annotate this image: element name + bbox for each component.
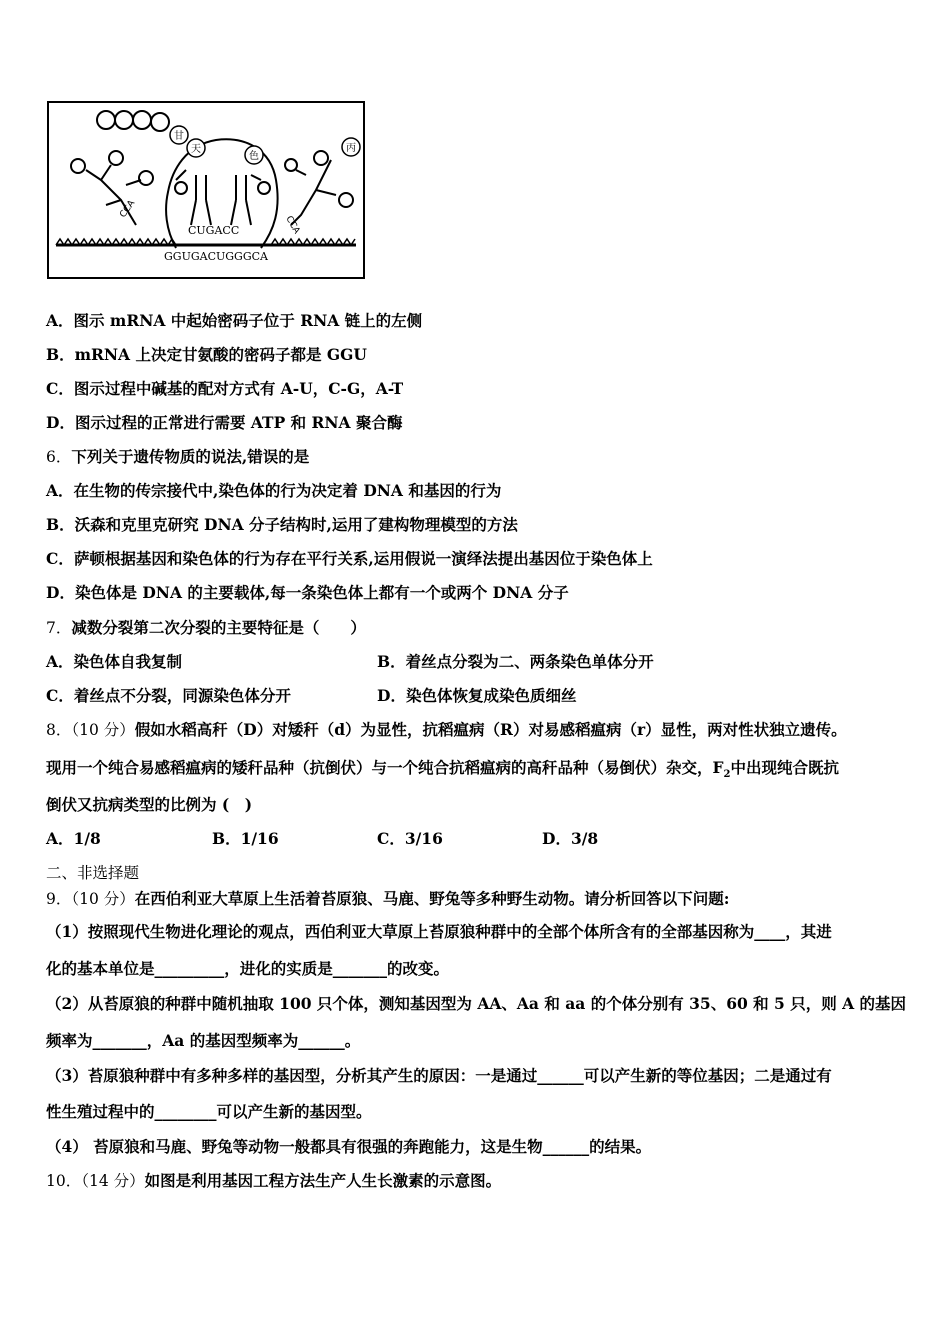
q8-option-d-text: 3/8 <box>570 829 599 848</box>
q5-option-c <box>46 379 403 399</box>
translation-diagram <box>46 100 366 280</box>
q5-option-a-label: A． <box>46 311 74 330</box>
aa-label-gan: 甘 <box>174 131 184 142</box>
q10-stem-text: 如图是利用基因工程方法生产人生长激素的示意图。 <box>144 1171 502 1190</box>
q9-part4: （4） 苔原狼和马鹿、野兔等动物一般都具有很强的奔跑能力，这是生物______的结果。 <box>46 1137 652 1156</box>
q8-option-b <box>212 829 279 849</box>
q7-stem-text: 减数分裂第二次分裂的主要特征是（ ） <box>71 618 366 637</box>
q7-option-a-label: A． <box>46 652 74 671</box>
q7-option-b <box>377 652 654 672</box>
q6-option-c <box>46 549 653 569</box>
q9-part2-line1: （2）从苔原狼的种群中随机抽取 100 只个体，测知基因型为 AA、Aa 和 aa 的个体分别有 35、60 和 5 只，则 A 的基因 <box>46 994 907 1013</box>
q10-stem <box>46 1171 501 1191</box>
q6-option-d <box>46 583 569 603</box>
q5-option-b-text: mRNA 上决定甘氨酸的密码子都是 GGU <box>74 345 367 364</box>
q6-option-a-label: A． <box>46 481 74 500</box>
q5-option-d-label: D． <box>46 413 75 432</box>
q9-part3-line2: 性生殖过程中的________可以产生新的基因型。 <box>46 1102 372 1121</box>
q8-option-c-text: 3/16 <box>404 829 443 848</box>
q8-line-3 <box>46 795 252 815</box>
mrna-sequence: GGUGACUGGGCA <box>164 250 268 263</box>
section-heading: 二、非选择题 <box>46 864 140 882</box>
q10-number: 10． <box>46 1172 82 1190</box>
q6-option-b-label: B． <box>46 515 75 534</box>
q7-option-b-text: 着丝点分裂为二、两条染色单体分开 <box>405 652 654 671</box>
q8-line-2b: 中出现纯合既抗 <box>730 758 839 777</box>
q7-option-d-text: 染色体恢复成染色质细丝 <box>405 686 577 705</box>
q6-option-d-text: 染色体是 DNA 的主要载体,每一条染色体上都有一个或两个 DNA 分子 <box>74 583 569 602</box>
aa-label-se: 色 <box>249 151 259 162</box>
q7-stem <box>46 618 366 638</box>
q6-number: 6． <box>46 448 72 466</box>
cca-label-left: CCA <box>118 198 138 220</box>
q6-option-a <box>46 481 501 501</box>
q8-option-d-label: D． <box>542 829 571 848</box>
q9-stem-text: 在西伯利亚大草原上生活着苔原狼、马鹿、野兔等多种野生动物。请分析回答以下问题: <box>134 889 730 908</box>
q8-option-c-label: C． <box>377 829 405 848</box>
q10-score: （14 分） <box>81 1172 145 1190</box>
q7-option-c-label: C． <box>46 686 74 705</box>
cca-label-right: CCA <box>283 214 302 236</box>
q8-option-b-text: 1/16 <box>240 829 279 848</box>
q7-number: 7． <box>46 619 72 637</box>
q5-option-d <box>46 413 402 433</box>
q6-option-c-label: C． <box>46 549 74 568</box>
q5-option-c-label: C． <box>46 379 74 398</box>
q8-line-2-sub: 2 <box>723 769 731 781</box>
q5-option-a-text: 图示 mRNA 中起始密码子位于 RNA 链上的左侧 <box>73 311 423 330</box>
q8-line-3-text: 倒伏又抗病类型的比例为 ( ) <box>46 795 253 814</box>
q6-option-b-text: 沃森和克里克研究 DNA 分子结构时,运用了建构物理模型的方法 <box>74 515 518 534</box>
q8-number: 8． <box>46 721 72 739</box>
q5-option-c-text: 图示过程中碱基的配对方式有 A-U，C-G，A-T <box>73 379 404 398</box>
q8-line-1 <box>46 720 847 740</box>
q8-option-a-text: 1/8 <box>73 829 101 848</box>
q8-line-2 <box>46 758 839 785</box>
q8-option-d <box>542 829 598 849</box>
q7-option-b-label: B． <box>377 652 406 671</box>
q7-option-d <box>377 686 576 706</box>
q6-option-b <box>46 515 518 535</box>
q6-option-d-label: D． <box>46 583 75 602</box>
q6-option-c-text: 萨顿根据基因和染色体的行为存在平行关系,运用假说一演绎法提出基因位于染色体上 <box>73 549 653 568</box>
q9-stem <box>46 889 730 909</box>
q9-part1-line2: 化的基本单位是_________，进化的实质是_______的改变。 <box>46 959 450 978</box>
q9-part1-line1: （1）按照现代生物进化理论的观点，西伯利亚大草原上苔原狼种群中的全部个体所含有的全部基因称为____，其进 <box>46 922 832 941</box>
q5-option-b-label: B． <box>46 345 75 364</box>
q7-option-a <box>46 652 182 672</box>
q8-option-b-label: B． <box>212 829 241 848</box>
q9-part3-line1: （3）苔原狼种群中有多种多样的基因型，分析其产生的原因：一是通过______可以产生新的等位基因；二是通过有 <box>46 1066 832 1085</box>
q7-option-d-label: D． <box>377 686 406 705</box>
aa-label-tian: 天 <box>191 144 201 155</box>
q7-option-c <box>46 686 291 706</box>
q7-option-c-text: 着丝点不分裂，同源染色体分开 <box>73 686 291 705</box>
q6-stem-text: 下列关于遗传物质的说法,错误的是 <box>71 447 310 466</box>
q9-number: 9． <box>46 890 72 908</box>
q6-stem <box>46 447 309 467</box>
q7-option-a-text: 染色体自我复制 <box>73 652 183 671</box>
q8-option-a <box>46 829 101 849</box>
aa-label-bing: 丙 <box>346 143 356 154</box>
q6-option-a-text: 在生物的传宗接代中,染色体的行为决定着 DNA 和基因的行为 <box>73 481 502 500</box>
anticodon-strip: CUGACC <box>188 224 240 237</box>
q9-part2-line2: 频率为_______，Aa 的基因型频率为______。 <box>46 1031 361 1050</box>
q8-option-a-label: A． <box>46 829 74 848</box>
q5-option-d-text: 图示过程的正常进行需要 ATP 和 RNA 聚合酶 <box>74 413 403 432</box>
q8-score: （10 分） <box>71 721 135 739</box>
q5-option-a <box>46 311 422 331</box>
q5-option-b <box>46 345 367 365</box>
q8-option-c <box>377 829 443 849</box>
q8-line-1-text: 假如水稻高秆（D）对矮秆（d）为显性，抗稻瘟病（R）对易感稻瘟病（r）显性，两对性状独立遗传。 <box>134 720 847 739</box>
q8-line-2a: 现用一个纯合易感稻瘟病的矮秆品种（抗倒伏）与一个纯合抗稻瘟病的高秆品种（易倒伏）杂交，F <box>46 758 724 777</box>
q9-score: （10 分） <box>71 890 135 908</box>
